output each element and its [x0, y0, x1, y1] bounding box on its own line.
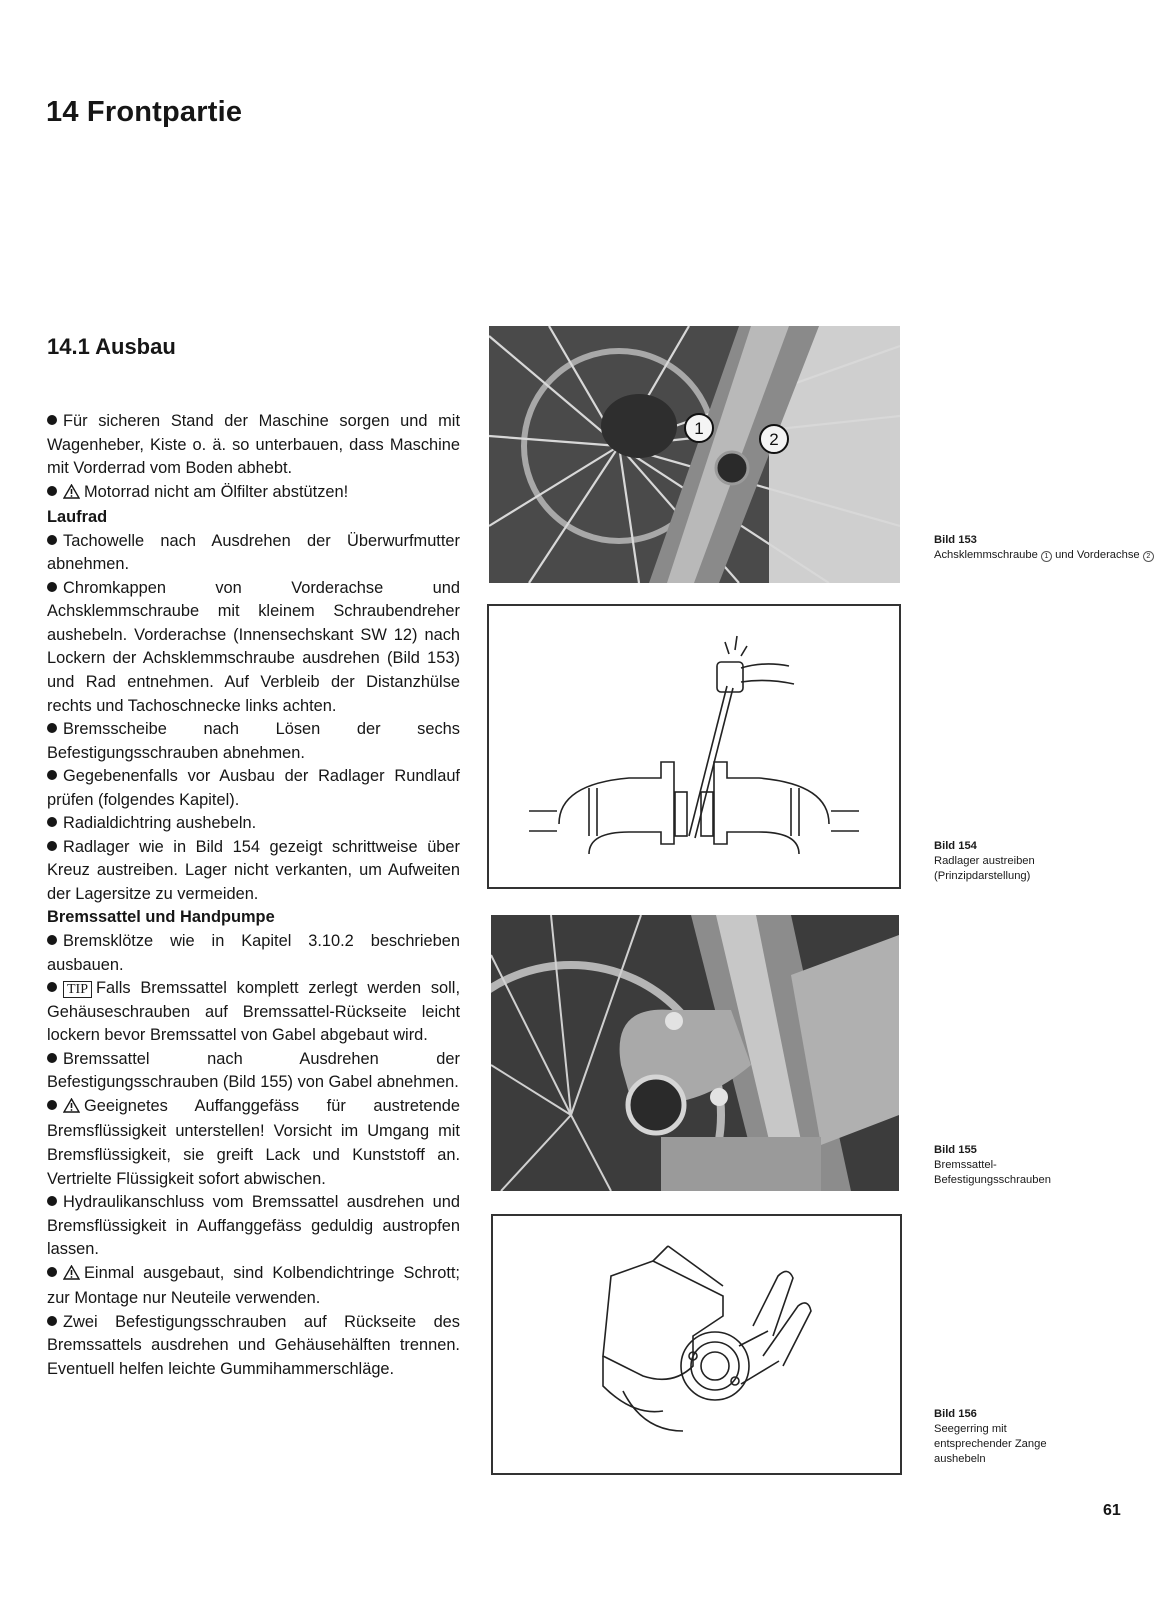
paragraph-text: Zwei Befestigungsschrauben auf Rückseite des Bremssattels ausdrehen und Gehäusehälften trennen. Eventuell helfen leichte Gummihammerschläge.	[47, 1312, 460, 1378]
caption-number: Bild 155	[934, 1144, 977, 1156]
figure-153-photo	[489, 326, 900, 583]
paragraph-text: Radialdichtring aushebeln.	[63, 814, 257, 833]
paragraph-text: Falls Bremssattel komplett zerlegt werden soll, Gehäuseschrauben auf Bremssattel-Rückseite leicht lockern bevor Bremssattel von Gabel abgebaut wird.	[47, 979, 460, 1045]
caption-line: entsprechender Zange	[934, 1438, 1047, 1450]
bullet-icon	[47, 1316, 57, 1326]
caption-text-part: Achsklemmschraube	[934, 549, 1038, 561]
caption-line: Befestigungsschrauben	[934, 1174, 1051, 1186]
bullet-icon	[47, 582, 57, 592]
caption-line: Radlager austreiben	[934, 855, 1035, 867]
paragraph-text: Hydraulikanschluss vom Bremssattel ausdrehen und Bremsflüssigkeit in Auffanggefäss geduldig austropfen lassen.	[47, 1193, 460, 1259]
bullet-paragraph	[47, 836, 460, 907]
paragraph-text: Bremsklötze wie in Kapitel 3.10.2 beschrieben ausbauen.	[47, 932, 460, 974]
caption-line: (Prinzipdarstellung)	[934, 870, 1031, 882]
paragraph-text: Gegebenenfalls vor Ausbau der Radlager Rundlauf prüfen (folgendes Kapitel).	[47, 767, 460, 809]
caption-bild-154	[934, 839, 1035, 884]
tip-paragraph	[47, 977, 460, 1048]
page-number: 61	[1103, 1502, 1121, 1519]
paragraph-text: Radlager wie in Bild 154 gezeigt schrittweise über Kreuz austreiben. Lager nicht verkanten, um Aufweiten der Lagersitze zu vermeiden.	[47, 837, 460, 903]
callout-1: 1	[694, 419, 704, 438]
bullet-icon	[47, 723, 57, 733]
marker-1: 1	[1041, 551, 1052, 562]
section-title: 14.1 Ausbau	[47, 334, 176, 359]
caption-line: Bremssattel-	[934, 1159, 997, 1171]
warning-triangle-icon	[63, 1264, 80, 1288]
caption-line: Seegerring mit	[934, 1423, 1007, 1435]
circlip-drawing	[493, 1216, 900, 1473]
bullet-paragraph	[47, 1191, 460, 1262]
bullet-icon	[47, 1267, 57, 1277]
chapter-title: 14 Frontpartie	[46, 96, 243, 128]
paragraph-text: Geeignetes Auffanggefäss für austretende Bremsflüssigkeit unterstellen! Vorsicht im Umgang mit Bremsflüssigkeit, sie greift Lack und Kunststoff an. Vertrielte Flüssigkeit sofort abwischen.	[47, 1096, 460, 1188]
caption-bild-155	[934, 1143, 1051, 1188]
bullet-paragraph	[47, 930, 460, 977]
bullet-icon	[47, 1196, 57, 1206]
warning-triangle-icon	[63, 1097, 80, 1121]
bullet-icon	[47, 841, 57, 851]
paragraph-text: Tachowelle nach Ausdrehen der Überwurfmutter abnehmen.	[47, 531, 460, 574]
caption-number: Bild 154	[934, 840, 977, 852]
bullet-icon	[47, 982, 57, 992]
caption-text	[934, 548, 1154, 563]
bullet-paragraph	[47, 1311, 460, 1382]
caption-line: aushebeln	[934, 1453, 986, 1465]
paragraph-text: Bremsscheibe nach Lösen der sechs Befestigungsschrauben abnehmen.	[47, 720, 460, 762]
bullet-icon	[47, 535, 57, 545]
tip-label: TIP	[63, 981, 92, 998]
figure-154-drawing	[487, 604, 901, 889]
figure-156-drawing	[491, 1214, 902, 1475]
subheading: Laufrad	[47, 508, 108, 527]
paragraph-text: Bremssattel nach Ausdrehen der Befestigungsschrauben (Bild 155) von Gabel abnehmen.	[47, 1049, 460, 1092]
paragraph-text: Chromkappen von Vorderachse und Achsklemmschraube mit kleinem Schraubendreher aushebeln. Vorderachse (Innensechskant SW 12) nach Lockern der Achsklemmschraube ausdrehen (Bild 153) und Rad entnehmen. Auf Verbleib der Distanzhülse rechts und Tachoschnecke links achten.	[47, 578, 460, 715]
caption-bild-153	[934, 533, 1154, 563]
body-text	[47, 410, 460, 1381]
bullet-icon	[47, 486, 57, 496]
bullet-paragraph	[47, 1048, 460, 1095]
paragraph-text: Einmal ausgebaut, sind Kolbendichtringe Schrott; zur Montage nur Neuteile verwenden.	[47, 1263, 460, 1308]
caption-bild-156	[934, 1407, 1047, 1467]
bullet-icon	[47, 1053, 57, 1063]
callout-2: 2	[769, 430, 779, 449]
caption-text-part: und Vorderachse	[1055, 549, 1140, 561]
bullet-paragraph	[47, 530, 460, 577]
bullet-paragraph	[47, 765, 460, 812]
warning-triangle-icon	[63, 483, 80, 507]
warning-paragraph	[47, 481, 460, 507]
marker-2: 2	[1143, 551, 1154, 562]
warning-paragraph	[47, 1262, 460, 1311]
caption-number: Bild 153	[934, 534, 977, 546]
caliper-photo	[491, 915, 899, 1191]
bullet-paragraph	[47, 577, 460, 718]
caption-number: Bild 156	[934, 1408, 977, 1420]
bullet-icon	[47, 817, 57, 827]
warning-paragraph	[47, 1095, 460, 1191]
subheading: Bremssattel und Handpumpe	[47, 908, 275, 927]
paragraph-text: Für sicheren Stand der Maschine sorgen und mit Wagenheber, Kiste o. ä. so unterbauen, dass Maschine mit Vorderrad vom Boden abhebt.	[47, 412, 460, 478]
bullet-icon	[47, 1100, 57, 1110]
bullet-paragraph	[47, 812, 460, 836]
bullet-paragraph	[47, 718, 460, 765]
figure-155-photo	[491, 915, 899, 1191]
bullet-icon	[47, 935, 57, 945]
bearing-drift-drawing	[489, 606, 899, 887]
bullet-icon	[47, 415, 57, 425]
paragraph-text: Motorrad nicht am Ölfilter abstützen!	[84, 482, 349, 501]
bullet-paragraph	[47, 410, 460, 481]
bullet-icon	[47, 770, 57, 780]
wheel-axle-photo	[489, 326, 900, 583]
